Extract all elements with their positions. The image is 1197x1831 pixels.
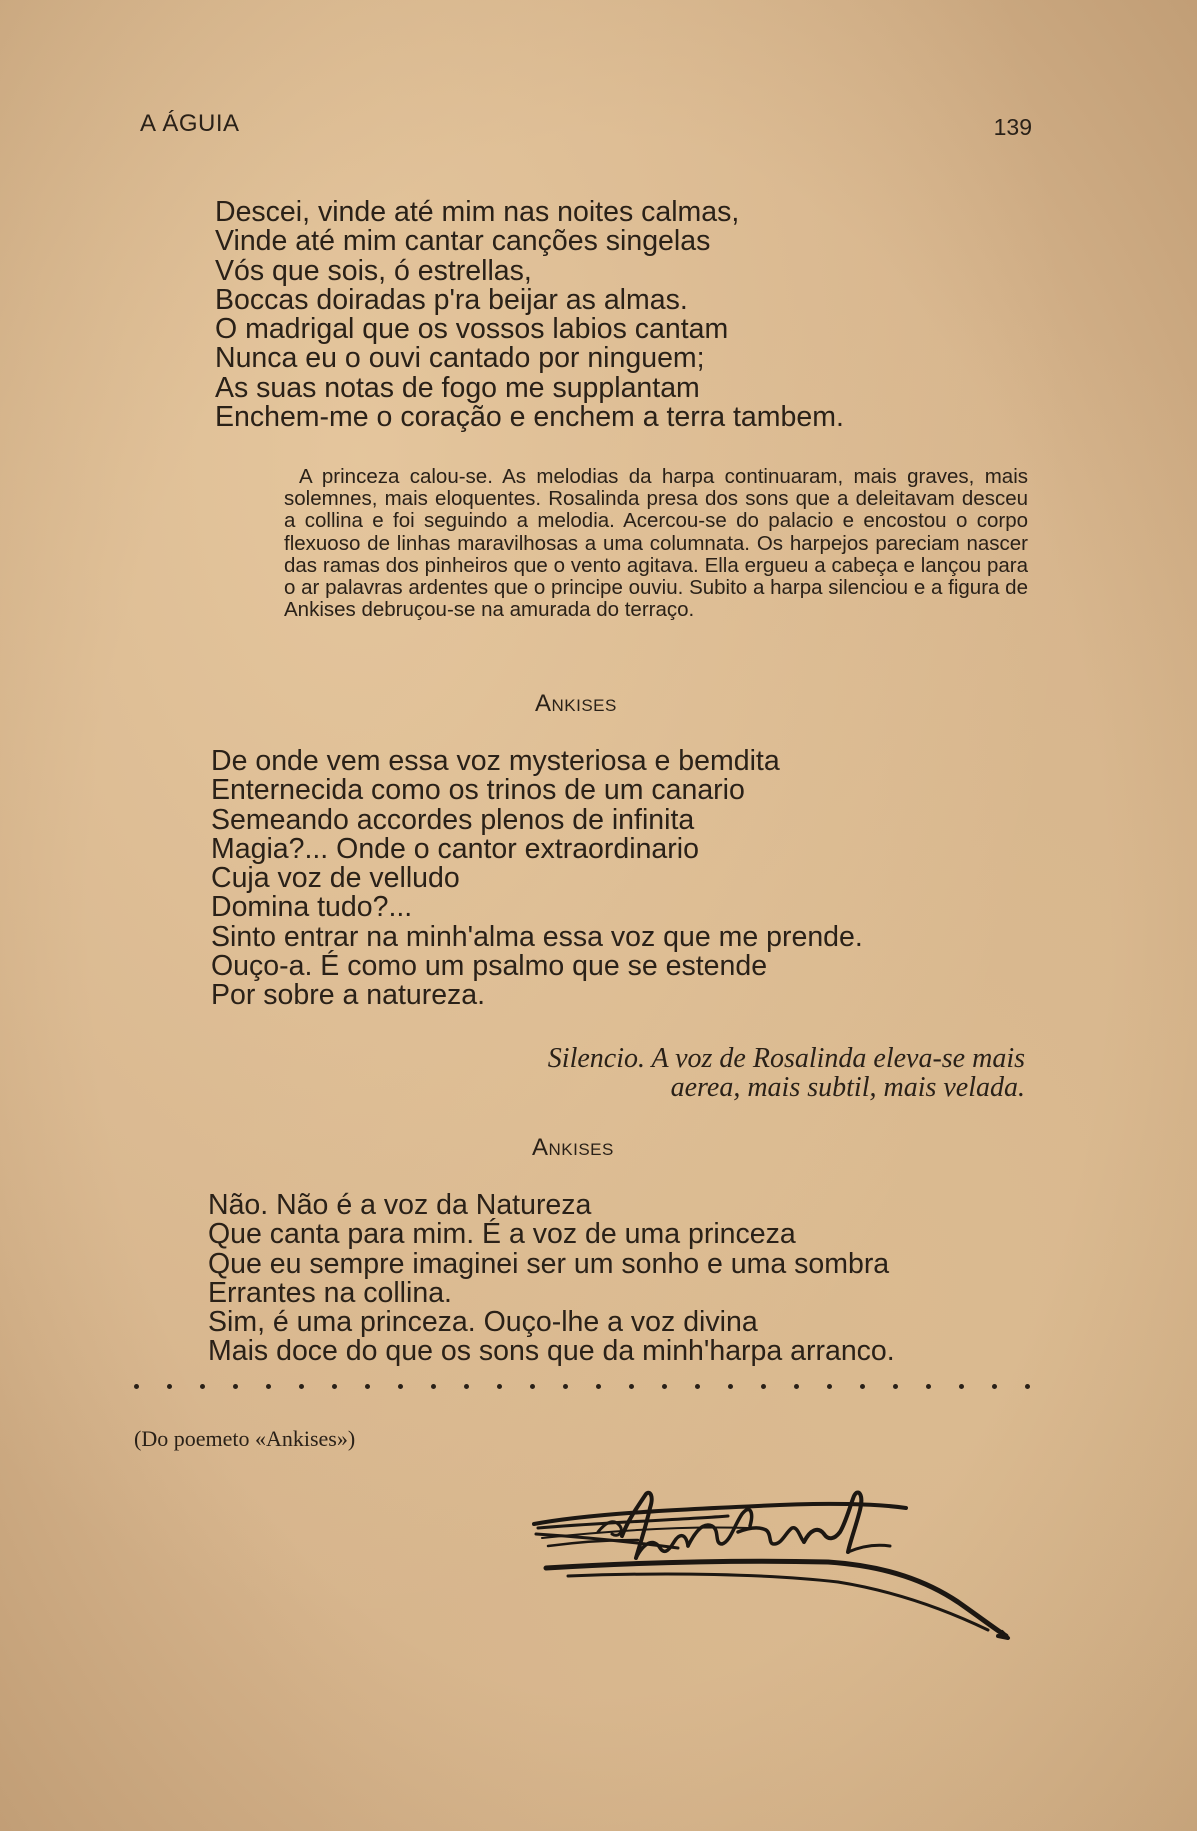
- verse-line: Ouço-a. É como um psalmo que se estende: [211, 950, 768, 983]
- verse-line: Enternecida como os trinos de um canario: [211, 774, 745, 807]
- divider-dot: [959, 1384, 964, 1389]
- verse-stanza-1: [215, 198, 844, 432]
- verse-line: Vinde até mim cantar canções singelas: [215, 225, 711, 258]
- divider-dot: [167, 1384, 172, 1389]
- divider-dot: [530, 1384, 535, 1389]
- divider-dot: [761, 1384, 766, 1389]
- verse-line: Domina tudo?...: [211, 891, 413, 924]
- divider-dot: [134, 1384, 139, 1389]
- divider-dot: [827, 1384, 832, 1389]
- divider-dot: [1025, 1384, 1030, 1389]
- verse-line: Sim, é uma princeza. Ouço-lhe a voz divina: [208, 1306, 758, 1339]
- verse-line: Vós que sois, ó estrellas,: [215, 254, 532, 287]
- divider-dot: [431, 1384, 436, 1389]
- verse-line: Que eu sempre imaginei ser um sonho e uma sombra: [208, 1247, 890, 1280]
- source-note: (Do poemeto «Ankises»): [134, 1426, 356, 1451]
- verse-line: Cuja voz de velludo: [211, 862, 460, 895]
- verse-stanza-3: [208, 1191, 895, 1367]
- divider-dot: [497, 1384, 502, 1389]
- verse-line: As suas notas de fogo me supplantam: [215, 371, 700, 404]
- verse-line: Nunca eu o ouvi cantado por ninguem;: [215, 342, 705, 375]
- divider-dot: [695, 1384, 700, 1389]
- divider-dot: [266, 1384, 271, 1389]
- divider-dot: [662, 1384, 667, 1389]
- journal-title: A ÁGUIA: [140, 110, 240, 137]
- divider-dot: [563, 1384, 568, 1389]
- divider-dot: [332, 1384, 337, 1389]
- prose-text: A princeza calou-se. As melodias da harpa continuaram, mais graves, mais solemnes, mais eloquentes. Rosalinda presa dos sons que a deleitavam desceu a collina e foi seguindo a melodia. Acercou-se do palacio e encostou o corpo flexuoso de linhas maravilhosas a uma columnata. Os harpejos pareciam nascer das ramas dos pinheiros que o vento agitava. Ella ergueu a cabeça e lançou para o ar palavras ardentes que o principe ouviu. Subito a harpa silenciou e a figura de Ankises debruçou-se na amurada do terraço.: [284, 465, 1028, 622]
- verse-line: Semeando accordes plenos de infinita: [211, 803, 695, 836]
- divider-dot: [365, 1384, 370, 1389]
- ellipsis-divider: [134, 1372, 1030, 1392]
- verse-stanza-2: [211, 747, 863, 1011]
- verse-line: Magia?... Onde o cantor extraordinario: [211, 832, 699, 865]
- speaker-heading: Ankises: [535, 690, 617, 717]
- verse-line: De onde vem essa voz mysteriosa e bemdita: [211, 745, 780, 777]
- prose-paragraph: [284, 466, 1028, 621]
- handwritten-signature-icon: [528, 1486, 1014, 1698]
- divider-dot: [629, 1384, 634, 1389]
- verse-line: Boccas doiradas p'ra beijar as almas.: [215, 283, 688, 316]
- verse-line: Enchem-me o coração e enchem a terra tambem.: [215, 401, 844, 434]
- verse-line: Que canta para mim. É a voz de uma princeza: [208, 1218, 796, 1251]
- divider-dot: [728, 1384, 733, 1389]
- verse-line: Por sobre a natureza.: [211, 979, 486, 1012]
- divider-dot: [398, 1384, 403, 1389]
- divider-dot: [596, 1384, 601, 1389]
- stage-direction-line: Silencio. A voz de Rosalinda eleva-se mais: [547, 1043, 1025, 1074]
- verse-line: Sinto entrar na minh'alma essa voz que me prende.: [211, 920, 863, 953]
- divider-dot: [992, 1384, 997, 1389]
- running-head: [140, 110, 1032, 150]
- verse-line: Não. Não é a voz da Natureza: [208, 1189, 592, 1221]
- verse-line: Descei, vinde até mim nas noites calmas,: [215, 196, 740, 228]
- page-number: 139: [993, 114, 1032, 140]
- divider-dot: [299, 1384, 304, 1389]
- divider-dot: [464, 1384, 469, 1389]
- verse-line: O madrigal que os vossos labios cantam: [215, 313, 729, 346]
- stage-direction: [548, 1044, 1025, 1102]
- divider-dot: [860, 1384, 865, 1389]
- verse-line: Mais doce do que os sons que da minh'harpa arranco.: [208, 1335, 895, 1368]
- divider-dot: [200, 1384, 205, 1389]
- divider-dot: [794, 1384, 799, 1389]
- speaker-heading: Ankises: [532, 1134, 614, 1161]
- divider-dot: [893, 1384, 898, 1389]
- divider-dot: [926, 1384, 931, 1389]
- verse-line: Errantes na collina.: [208, 1276, 452, 1309]
- stage-direction-line: aerea, mais subtil, mais velada.: [670, 1072, 1025, 1103]
- divider-dot: [233, 1384, 238, 1389]
